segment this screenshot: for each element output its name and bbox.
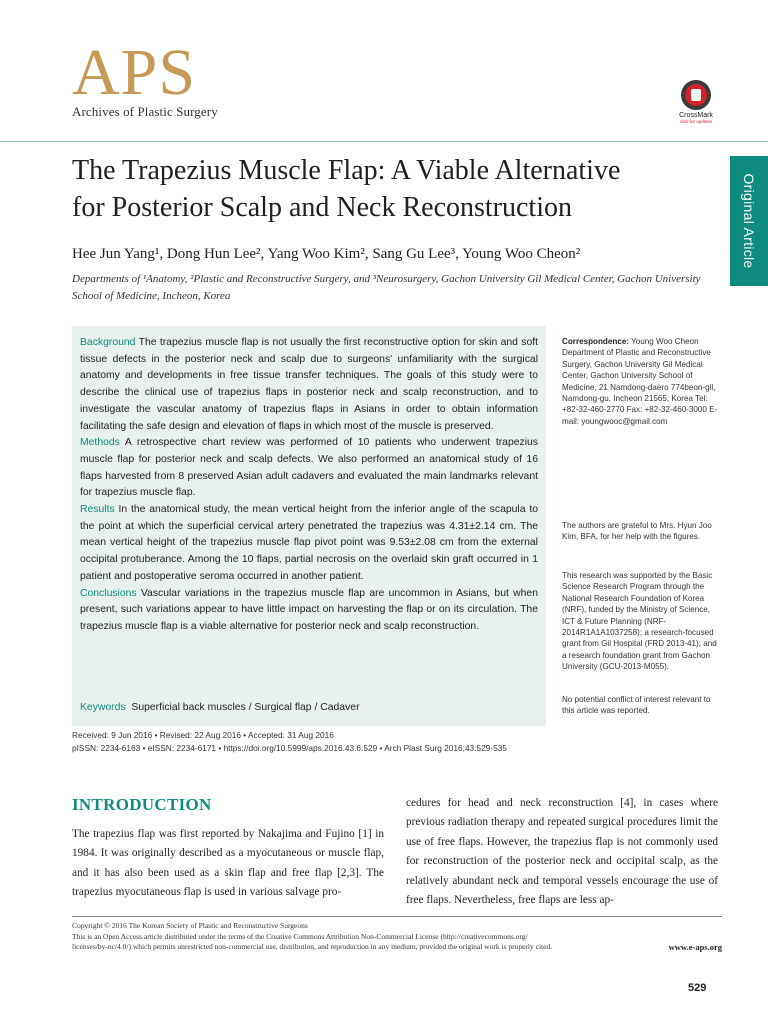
conclusions-text: Vascular variations in the trapezius muscle flap are uncommon in Asians, but when present, such variations appear to have little impact on harvesting the flap or on its circulation. The trapezius muscle flap is a viable alternative for posterior neck and scalp reconstruction. [80, 587, 538, 632]
publication-dates [72, 729, 722, 755]
background-label: Background [80, 337, 136, 348]
dates-line-1: Received: 9 Jun 2016 • Revised: 22 Aug 2016 • Accepted: 31 Aug 2016 [72, 730, 334, 740]
intro-paragraph-left: The trapezius flap was first reported by Nakajima and Fujino [1] in 1984. It was originally described as a myocutaneous or muscle flap, and it has also been used as a skin flap and free flap [2,3]. The trapezius myocutaneous flap is used in various salvage pro- [72, 828, 384, 899]
article-type-tab [730, 156, 768, 286]
body-column-left [72, 794, 384, 903]
background-text: The trapezius muscle flap is not usually the first reconstructive option for skin and soft tissue defects in the posterior neck and scalp due to surgeons' unfamiliarity with the surgical anatomy and developments in free tissue transfer techniques. The goals of this study were to describe the clinical use of trapezius flaps in posterior neck and scalp reconstruction, and to investigate the vascular anatomy of trapezius flaps in Asians in order to obtain information facilitating the safe design and elevation of flaps in which most of the muscle is preserved. [80, 337, 539, 432]
crossmark-sub: click for updates [679, 119, 713, 124]
journal-website[interactable]: www.e-aps.org [668, 942, 722, 952]
keywords-text: Superficial back muscles / Surgical flap / Cadaver [131, 702, 360, 713]
license-line-2: licenses/by-nc/4.0/) which permits unrestricted non-commercial use, distribution, and reproduction in any medium, provided the original work is properly cited. [72, 942, 553, 951]
conflict-note: No potential conflict of interest relevant to this article was reported. [562, 695, 711, 716]
acknowledgement: The authors are grateful to Mrs. Hyun Joo Kim, BFA, for her help with the figures. [562, 521, 712, 542]
correspondence-text: Young Woo Cheon Department of Plastic and Reconstructive Surgery, Gachon University Gil Medical Center, Gachon University School of Medicine, 21 Namdong-daero 774beon-gil, Namdong-gu, Incheon 21565, Korea Tel: +82-32-460-2770 Fax: +82-32-460-3000 E-mail: youngwooc@gmail.com [562, 337, 718, 426]
article-type-label: Original Article [741, 173, 757, 269]
footer [72, 921, 722, 953]
keywords-label: Keywords [80, 702, 126, 713]
body-column-right [406, 794, 718, 910]
abstract-conclusions [80, 586, 538, 636]
header-divider [0, 141, 768, 142]
journal-name: Archives of Plastic Surgery [72, 104, 218, 119]
crossmark-badge[interactable] [674, 80, 718, 124]
page-number: 529 [688, 982, 707, 994]
correspondence-label: Correspondence: [562, 337, 630, 346]
abstract-background [80, 335, 538, 435]
results-text: In the anatomical study, the mean vertical height from the inferior angle of the scapula to the point at which the superficial cervical artery penetrated the trapezius was 4.31±2.14 cm. The mean vertical height of the trapezius muscle flap pivot point was 9.53±2.08 cm from the external occipital protuberance. Among the 10 flaps, partial necrosis on the overlaid skin graft occurred in 1 patient and postoperative seroma occurred in another patient. [80, 504, 538, 582]
logo-mark: APS [72, 36, 197, 109]
funding-note: This research was supported by the Basic Science Research Program through the National Research Foundation of Korea (NRF), funded by the Ministry of Science, ICT & Future Planning (NRF-2014R1A1A1037258); a research-focused grant from Gil Hospital (FRD 2013-41); and a research foundation grant from Gachon University (GCU-2013-M055). [562, 571, 717, 672]
copyright: Copyright © 2016 The Korean Society of Plastic and Reconstructive Surgeons [72, 921, 308, 930]
license-line-1: This is an Open Access article distributed under the terms of the Creative Commons Attribution Non-Commercial License (http://creativecommons.org/ [72, 931, 528, 941]
section-heading-introduction: INTRODUCTION [72, 795, 212, 814]
methods-text: A retrospective chart review was performed of 10 patients who underwent trapezius muscle flap for posterior neck and scalp defects. We also performed an anatomical study of 16 flaps harvested from 8 preserved Asian adult cadavers and evaluated the main landmarks relevant for trapezius muscle flap. [80, 437, 538, 499]
results-label: Results [80, 504, 115, 516]
abstract-methods [80, 435, 538, 502]
title-line-2: for Posterior Scalp and Neck Reconstruction [72, 192, 572, 223]
dates-line-2: pISSN: 2234-6163 • eISSN: 2234-6171 • https://doi.org/10.5999/aps.2016.43.6.529 • Arch Plast Surg 2016;43:529-535 [72, 743, 507, 753]
methods-label: Methods [80, 437, 120, 449]
author-list: Hee Jun Yang¹, Dong Hun Lee², Yang Woo Kim², Sang Gu Lee³, Young Woo Cheon² [72, 246, 581, 262]
crossmark-icon [681, 80, 711, 110]
abstract-box [72, 326, 546, 726]
abstract-results [80, 502, 538, 586]
intro-paragraph-right: cedures for head and neck reconstruction [4], in cases where previous radiation therapy and repeated surgical procedures limit the use of free flaps. However, the trapezius flap is not commonly used for reconstruction of the posterior neck and occipital scalp, as the relatively abundant neck and temporal vessels encourage the use of free flaps. Nevertheless, free flaps are less ap- [406, 797, 718, 907]
journal-logo [72, 38, 218, 120]
correspondence-block [562, 336, 722, 427]
keywords [80, 700, 360, 717]
article-title [72, 152, 722, 226]
footer-divider [72, 916, 722, 917]
title-line-1: The Trapezius Muscle Flap: A Viable Alternative [72, 155, 621, 186]
crossmark-label: CrossMark [679, 112, 713, 119]
affiliation: Departments of ¹Anatomy, ²Plastic and Reconstructive Surgery, and ³Neurosurgery, Gachon University Gil Medical Center, Gachon University School of Medicine, Incheon, Korea [72, 273, 701, 302]
conclusions-label: Conclusions [80, 587, 137, 599]
